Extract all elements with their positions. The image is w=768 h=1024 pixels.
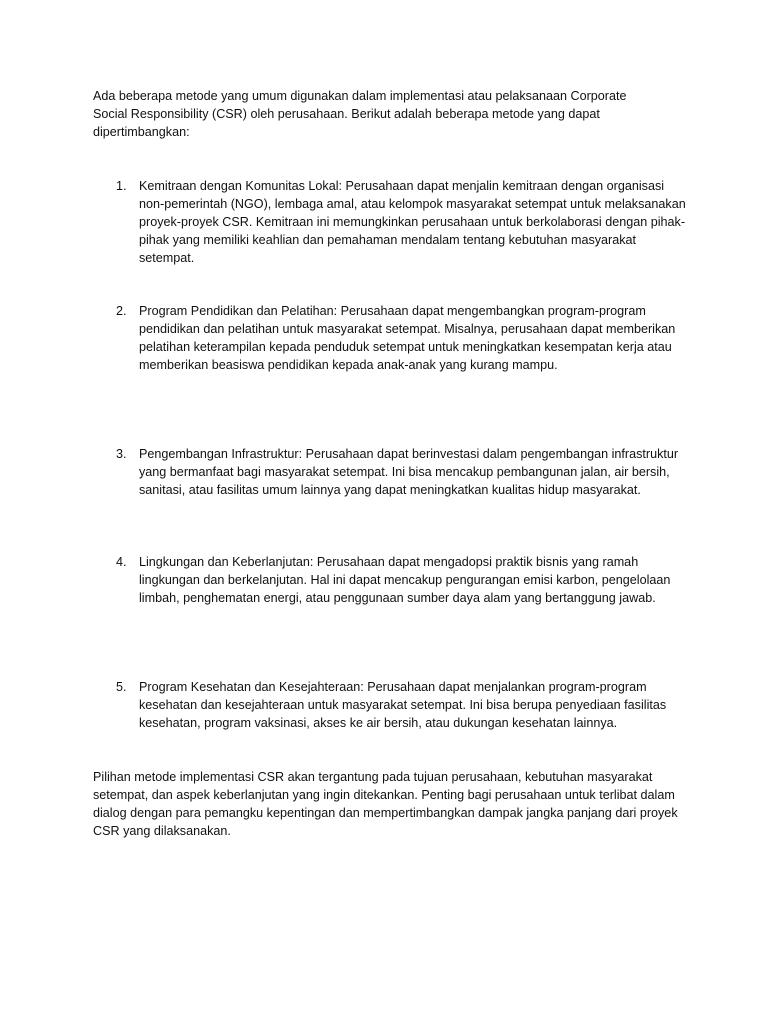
intro-paragraph: Ada beberapa metode yang umum digunakan dalam implementasi atau pelaksanaan Corporate Social Responsibility (CSR) oleh perusahaan. Berikut adalah beberapa metode yang dapat dipertimbangkan:	[93, 89, 627, 139]
list-item-number: 2.	[116, 304, 127, 318]
list-item-number: 5.	[116, 680, 127, 694]
list-item-4	[116, 553, 686, 607]
list-item-text: Kemitraan dengan Komunitas Lokal: Perusahaan dapat menjalin kemitraan dengan organisasi non-pemerintah (NGO), lembaga amal, atau kelompok masyarakat setempat untuk melaksanakan proyek-proyek CSR. Kemitraan ini memungkinkan perusahaan untuk berkolaborasi dengan pihak-pihak yang memiliki keahlian dan pemahaman mendalam tentang kebutuhan masyarakat setempat.	[139, 179, 686, 265]
list-item-number: 3.	[116, 447, 127, 461]
list-item-text: Program Kesehatan dan Kesejahteraan: Perusahaan dapat menjalankan program-program kesehatan dan kesejahteraan untuk masyarakat setempat. Ini bisa berupa penyediaan fasilitas kesehatan, program vaksinasi, akses ke air bersih, atau dukungan kesehatan lainnya.	[139, 680, 667, 730]
list-item-5	[116, 678, 686, 732]
list-item-2	[116, 302, 686, 374]
list-item-3	[116, 445, 686, 499]
list-item-text: Pengembangan Infrastruktur: Perusahaan dapat berinvestasi dalam pengembangan infrastruktur yang bermanfaat bagi masyarakat setempat. Ini bisa mencakup pembangunan jalan, air bersih, sanitasi, atau fasilitas umum lainnya yang dapat meningkatkan kualitas hidup masyarakat.	[139, 447, 679, 497]
list-item-number: 4.	[116, 555, 127, 569]
closing-paragraph: Pilihan metode implementasi CSR akan tergantung pada tujuan perusahaan, kebutuhan masyarakat setempat, dan aspek keberlanjutan yang ingin ditekankan. Penting bagi perusahaan untuk terlibat dalam dialog dengan para pemangku kepentingan dan mempertimbangkan dampak jangka panjang dari proyek CSR yang dilaksanakan.	[93, 770, 678, 838]
list-item-text: Program Pendidikan dan Pelatihan: Perusahaan dapat mengembangkan program-program pendidikan dan pelatihan untuk masyarakat setempat. Misalnya, perusahaan dapat memberikan pelatihan keterampilan kepada penduduk setempat untuk meningkatkan kesempatan kerja atau memberikan beasiswa pendidikan kepada anak-anak yang kurang mampu.	[139, 304, 676, 372]
list-item-text: Lingkungan dan Keberlanjutan: Perusahaan dapat mengadopsi praktik bisnis yang ramah lingkungan dan berkelanjutan. Hal ini dapat mencakup pengurangan emisi karbon, pengelolaan limbah, penghematan energi, atau penggunaan sumber daya alam yang bertanggung jawab.	[139, 555, 671, 605]
list-item-number: 1.	[116, 179, 127, 193]
list-item-1	[116, 177, 686, 267]
